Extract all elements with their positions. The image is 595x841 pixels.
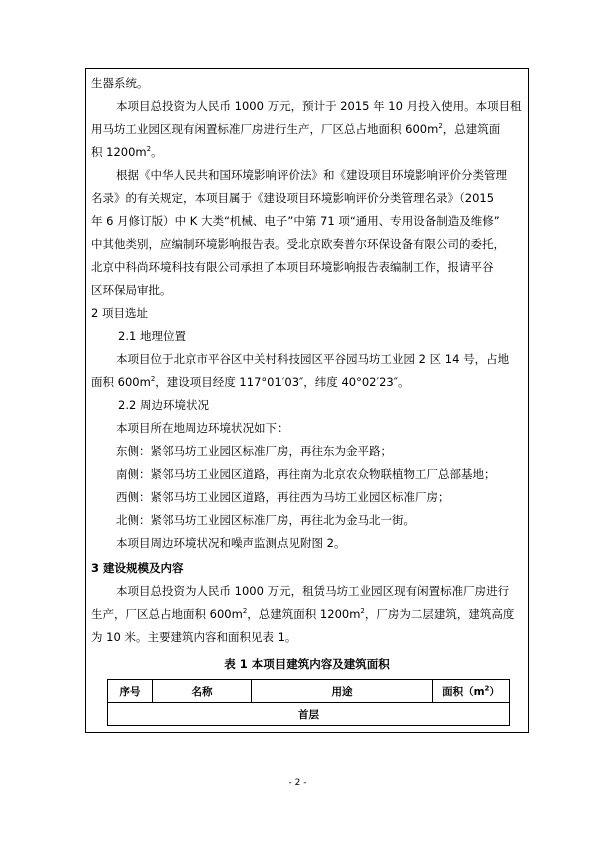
text-line: 名录》的有关规定，本项目属于《建设项目环境影响评价分类管理名录》（2015 (91, 191, 495, 205)
subsection-heading: 2.1 地理位置 (118, 329, 186, 343)
text-line: 中其他类别，应编制环境影响报告表。受北京欧奏普尔环保设备有限公司的委托， (91, 237, 505, 251)
text-line (91, 141, 523, 164)
text-line: 年 6 月修订版）中 K 大类“机械、电子”中第 71 项“通用、专用设备制造及维修” (91, 214, 500, 228)
superscript: 2 (484, 684, 490, 692)
subsection-heading: 2.2 周边环境状况 (118, 398, 209, 412)
text-span: 用马坊工业园区现有闲置标准厂房进行生产，厂区总占地面积 600m (91, 122, 439, 136)
text-line (91, 371, 523, 394)
page-number: - 2 - (288, 778, 307, 788)
section-heading: 2 项目选址 (91, 306, 148, 320)
superscript: 2 (242, 607, 248, 616)
section-heading: 3 建设规模及内容 (91, 561, 184, 575)
header-name: 名称 (153, 680, 252, 703)
superscript: 2 (150, 375, 156, 384)
text-span: ） (489, 685, 500, 698)
paragraph-continuation (91, 72, 523, 95)
text-span: 生产，厂区总占地面积 600m (91, 607, 243, 621)
text-line-south: 南侧：紧邻马坊工业园区道路，再往南为北京农众物联植物工厂总部基地； (116, 467, 496, 481)
header-area (433, 680, 510, 703)
text-span: 。 (151, 145, 163, 159)
text-line-west: 西侧：紧邻马坊工业园区道路，再往西为马坊工业园区标准厂房； (116, 490, 450, 504)
text-line (91, 118, 523, 141)
text-span: 面积 600m (91, 375, 151, 389)
text-line: 生器系统。 (91, 76, 149, 90)
text-line: 北京中科尚环境科技有限公司承担了本项目环境影响报告表编制工作，报请平谷 (91, 260, 494, 274)
text-line (91, 603, 523, 626)
text-line: 本项目周边环境状况和噪声监测点见附图 2。 (116, 536, 346, 550)
section-row-first-floor: 首层 (108, 703, 510, 726)
text-span: ，总建筑面积 1200m (247, 607, 361, 621)
table-header-row (108, 680, 510, 703)
superscript: 2 (438, 122, 443, 131)
text-line: 根据《中华人民共和国环境影响评价法》和《建设项目环境影响评价分类管理 (116, 168, 507, 182)
header-no: 序号 (108, 680, 153, 703)
table-row (108, 703, 510, 726)
building-area-table (107, 679, 510, 726)
text-line: 本项目位于北京市平谷区中关村科技园区平谷园马坊工业园 2 区 14 号，占地 (116, 352, 510, 366)
text-span: 积 1200m (91, 145, 147, 159)
text-line: 本项目总投资为人民币 1000 万元，租赁马坊工业园区现有闲置标准厂房进行 (116, 584, 510, 598)
text-span: ，总建筑面 (442, 122, 501, 136)
text-line: 本项目总投资为人民币 1000 万元，预计于 2015 年 10 月投入使用。本项目租 (116, 99, 522, 113)
text-line: 区环保局审批。 (91, 283, 172, 297)
superscript: 2 (146, 145, 152, 154)
header-use: 用途 (252, 680, 433, 703)
text-line-east: 东侧：紧邻马坊工业园区标准厂房，再往东为金平路； (116, 444, 392, 458)
text-span: ，厂房为二层建筑，建筑高度 (364, 607, 515, 621)
text-span: 面积（m (442, 685, 485, 698)
text-span: ，建设项目经度 117°01′03″，纬度 40°02′23″。 (155, 375, 410, 389)
text-line: 本项目所在地周边环境状况如下： (116, 421, 289, 435)
table-caption: 表 1 本项目建筑内容及建筑面积 (224, 657, 390, 671)
superscript: 2 (360, 607, 365, 616)
text-line-north: 北侧：紧邻马坊工业园区标准厂房，再往北为金马北一街。 (116, 513, 415, 527)
text-line: 为 10 米。主要建筑内容和面积见表 1。 (91, 630, 297, 644)
